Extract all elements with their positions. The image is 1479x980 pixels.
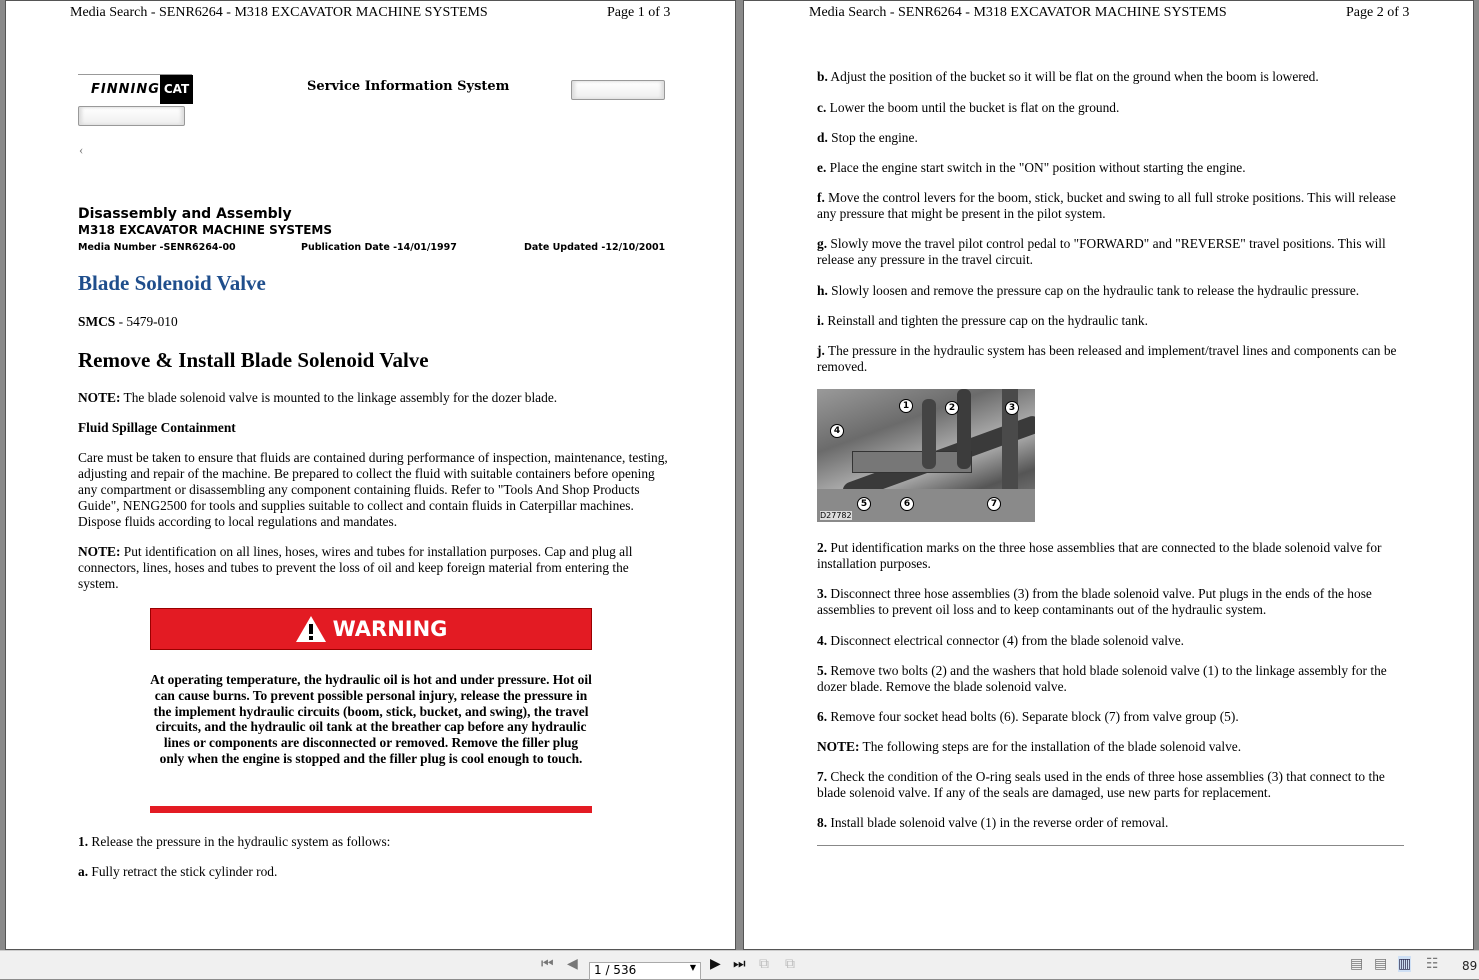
section-heading: Remove & Install Blade Solenoid Valve [78, 348, 429, 372]
figure-callout: 6 [900, 497, 914, 511]
step-item: h. Slowly loosen and remove the pressure cap on the hydraulic tank to release the hydraulic pressure. [817, 283, 1360, 298]
step-item: 6. Remove four socket head bolts (6). Separate block (7) from valve group (5). [817, 709, 1239, 724]
figure-callout: 1 [899, 399, 913, 413]
zoom-level[interactable]: 89 [1462, 959, 1478, 973]
back-icon[interactable]: ‹ [79, 142, 84, 157]
warning-divider [150, 806, 592, 813]
prev-page-icon[interactable]: ◀ [567, 956, 578, 972]
figure-callout: 3 [1005, 401, 1019, 415]
two-page-continuous-icon[interactable]: ☷ [1426, 956, 1439, 972]
rotate-ccw-icon[interactable]: ⧉ [759, 956, 769, 972]
step-item: NOTE: The following steps are for the installation of the blade solenoid valve. [817, 739, 1242, 754]
step-item: c. Lower the boom until the bucket is flat on the ground. [817, 100, 1120, 115]
fluid-heading: Fluid Spillage Containment [78, 420, 236, 435]
step-1: 1. Release the pressure in the hydraulic system as follows: [78, 834, 391, 849]
figure-callout: 7 [987, 497, 1001, 511]
media-number: Media Number -SENR6264-00 [78, 242, 236, 253]
warning-banner: WARNING [150, 608, 592, 650]
figure-callout: 4 [830, 424, 844, 438]
step-item: g. Slowly move the travel pilot control pedal to "FORWARD" and "REVERSE" travel positions. This will release any pressure in the travel circuit. [817, 236, 1386, 267]
figure-hydraulic-valve [817, 389, 1035, 522]
page-header-title: Media Search - SENR6264 - M318 EXCAVATOR MACHINE SYSTEMS [70, 5, 488, 20]
figure-id: D27782 [820, 511, 852, 520]
step-item: 3. Disconnect three hose assemblies (3) from the blade solenoid valve. Put plugs in the ends of the hose assemblies to prevent oil loss and to keep contaminants out of the hydraulic system. [817, 586, 1372, 617]
fluid-text: Care must be taken to ensure that fluids are contained during performance of inspection, maintenance, testing, adjusting and repair of the machine. Be prepared to collect the fluid with suitable containers before opening any compartment or disassembling any component containing fluids. Refer to "Tools And Shop Products Guide", NENG2500 for tools and supplies suitable to collect and contain fluids in Caterpillar machines. Dispose fluids according to local regulations and mandates. [78, 450, 668, 529]
step-item: b. Adjust the position of the bucket so it will be flat on the ground when the boom is lowered. [817, 69, 1319, 84]
next-page-icon[interactable]: ▶ [710, 956, 721, 972]
step-item: 7. Check the condition of the O-ring seals used in the ends of three hose assemblies (3) that connect to the blade solenoid valve. If any of the seals are damaged, use new parts for replacement. [817, 769, 1385, 800]
end-divider [817, 845, 1404, 846]
step-item: 4. Disconnect electrical connector (4) from the blade solenoid valve. [817, 633, 1184, 648]
two-page-icon[interactable]: ▥ [1398, 956, 1412, 972]
note-2: NOTE: Put identification on all lines, hoses, wires and tubes for installation purposes. Cap and plug all connectors, lines, hoses and tubes to prevent the loss of oil and keep foreign material from entering the system. [78, 544, 633, 591]
page-number: Page 2 of 3 [1346, 5, 1410, 20]
doc-type: Disassembly and Assembly [78, 206, 292, 222]
dropdown-icon: ▼ [689, 963, 696, 972]
step-item: 2. Put identification marks on the three hose assemblies that are connected to the blade solenoid valve for installation purposes. [817, 540, 1382, 571]
page-title: Blade Solenoid Valve [78, 271, 266, 295]
single-page-icon[interactable]: ▤ [1350, 956, 1364, 972]
step-a: a. Fully retract the stick cylinder rod. [78, 864, 278, 879]
first-page-icon[interactable]: ⏮ [541, 956, 554, 972]
warning-text: At operating temperature, the hydraulic oil is hot and under pressure. Hot oil can cause burns. To prevent possible personal injury, release the pressure in the implement hydraulic circuits (boom, stick, bucket, and swing), the travel circuits, and the hydraulic oil tank at the breather cap before any hydraulic lines or components are disconnected or removed. Remove the filler plug only when the engine is stopped and the filler plug is cool enough to touch. [150, 672, 592, 766]
smcs-code: SMCS - 5479-010 [78, 314, 178, 329]
sis-title: Service Information System [307, 79, 510, 94]
rotate-cw-icon[interactable]: ⧉ [785, 956, 795, 972]
viewer-toolbar [0, 950, 1479, 979]
page-number: Page 1 of 3 [607, 5, 671, 20]
machine-name: M318 EXCAVATOR MACHINE SYSTEMS [78, 223, 333, 237]
date-updated: Date Updated -12/10/2001 [524, 242, 666, 253]
step-item: 8. Install blade solenoid valve (1) in the reverse order of removal. [817, 815, 1169, 830]
step-item: j. The pressure in the hydraulic system has been released and implement/travel lines and components can be removed. [817, 343, 1397, 374]
page-2 [743, 0, 1474, 950]
figure-callout: 2 [945, 401, 959, 415]
step-item: f. Move the control levers for the boom, stick, bucket and swing to all full stroke positions. This will release any pressure that might be present in the pilot system. [817, 190, 1396, 221]
publication-date: Publication Date -14/01/1997 [301, 242, 457, 253]
figure-callout: 5 [857, 497, 871, 511]
page-select[interactable]: 1 / 536 ▼ [589, 962, 701, 980]
warning-triangle-icon [295, 615, 327, 643]
step-item: 5. Remove two bolts (2) and the washers that hold blade solenoid valve (1) to the linkage assembly for the dozer blade. Remove the blade solenoid valve. [817, 663, 1387, 694]
step-item: i. Reinstall and tighten the pressure cap on the hydraulic tank. [817, 313, 1148, 328]
step-item: e. Place the engine start switch in the "ON" position without starting the engine. [817, 160, 1246, 175]
nav-button-right[interactable] [571, 80, 665, 100]
nav-button-left[interactable] [78, 106, 185, 126]
step-item: d. Stop the engine. [817, 130, 918, 145]
page-header-title: Media Search - SENR6264 - M318 EXCAVATOR MACHINE SYSTEMS [809, 5, 1227, 20]
page-1 [5, 0, 736, 950]
last-page-icon[interactable]: ⏭ [733, 956, 746, 972]
continuous-page-icon[interactable]: ▤ [1374, 956, 1388, 972]
finning-cat-logo: FINNING CAT [78, 74, 192, 103]
note-1: NOTE: The blade solenoid valve is mounted to the linkage assembly for the dozer blade. [78, 390, 558, 405]
